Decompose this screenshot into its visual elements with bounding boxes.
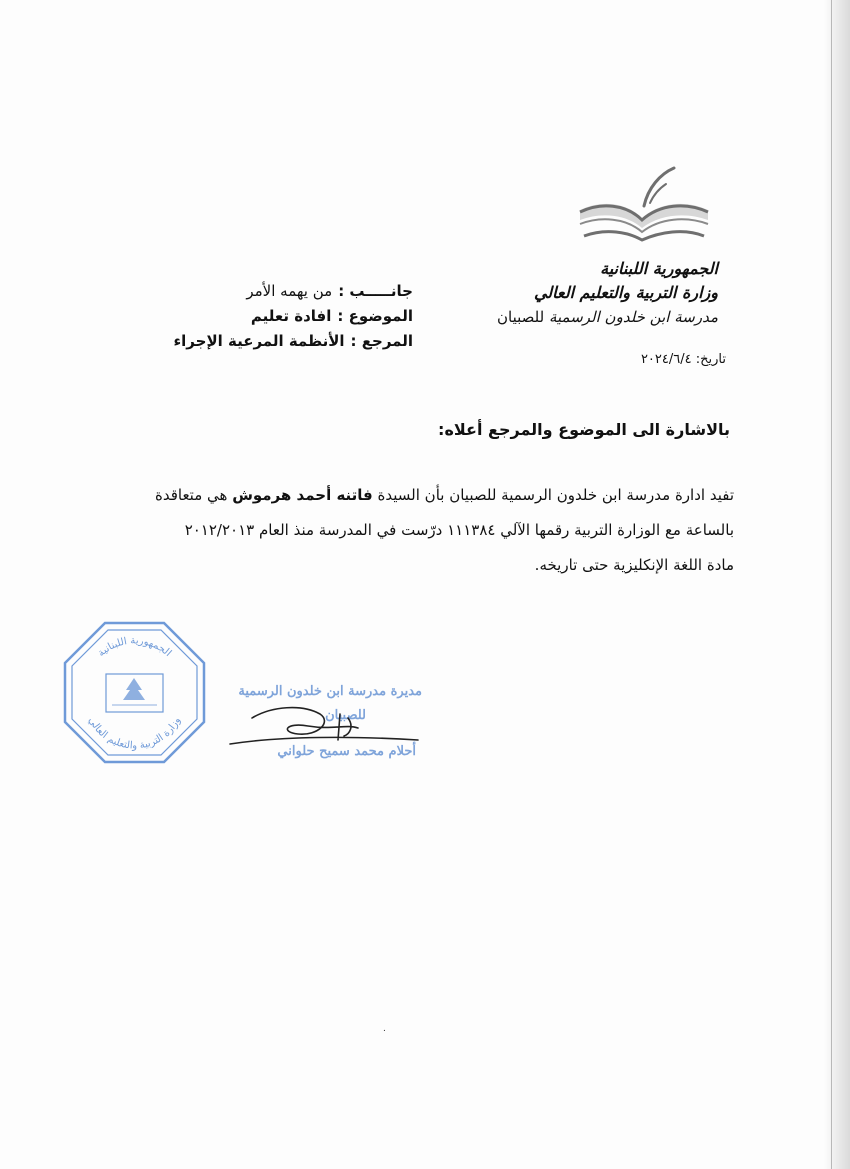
reference-row: [113, 329, 413, 354]
ministry-book-logo: [576, 158, 712, 258]
reference-value: الأنظمة المرعية الإجراء: [173, 332, 345, 350]
date-label: تاريخ:: [695, 352, 726, 367]
stamp-top-text: الجمهورية اللبنانية: [95, 635, 174, 660]
signature-title-1: مديرة مدرسة ابن خلدون الرسمية: [238, 684, 422, 699]
stamp-bottom-text: وزارة التربية والتعليم العالي: [85, 715, 183, 752]
body-line-1-end: هي متعاقدة: [154, 486, 228, 504]
subject-label: الموضوع :: [337, 307, 413, 325]
addressee-row: [113, 279, 413, 304]
body-line-3: مادة اللغة الإنكليزية حتى تاريخه.: [534, 556, 734, 574]
signature-name: أحلام محمد سميح حلواني: [277, 744, 416, 759]
school-name-suffix: للصبيان: [497, 308, 545, 326]
subject-value: افادة تعليم: [250, 307, 332, 325]
teacher-name: فاتنه أحمد هرموش: [232, 486, 373, 504]
ministry-name: وزارة التربية والتعليم العالي: [533, 283, 718, 302]
letter-body: [94, 478, 734, 583]
cedar-icon: [123, 678, 145, 700]
republic-name: الجمهورية اللبنانية: [600, 259, 718, 278]
body-line-1-start: تفيد ادارة مدرسة ابن خلدون الرسمية للصبيان بأن السيدة: [377, 486, 734, 504]
director-signature: [222, 678, 422, 774]
handwritten-signature: [222, 678, 422, 774]
letter-meta: [113, 279, 413, 354]
scan-edge-shadow: [824, 0, 850, 1169]
official-stamp: [62, 620, 207, 765]
body-line-2: بالساعة مع الوزارة التربية رقمها الآلي ١١١٣٨٤ درّست في المدرسة منذ العام ٢٠١٢/٢٠١٣: [184, 521, 734, 539]
reference-label: المرجع :: [350, 332, 413, 350]
letter-date: [641, 352, 726, 367]
body-line-1: [94, 478, 734, 513]
addressee-label: جانـــــب :: [338, 282, 413, 300]
date-value: ٢٠٢٤/٦/٤: [640, 352, 692, 367]
scan-edge-line: [831, 0, 832, 1169]
reference-line: بالاشارة الى الموضوع والمرجع أعلاه:: [438, 420, 730, 439]
ministry-header: [388, 257, 718, 329]
page-mark: ٠: [382, 1026, 387, 1036]
signature-title-2: للصبيان: [325, 708, 366, 723]
school-name-italic: مدرسة ابن خلدون الرسمية: [548, 308, 718, 326]
school-name: [388, 305, 718, 329]
addressee-value: من يهمه الأمر: [246, 282, 333, 300]
subject-row: [113, 304, 413, 329]
